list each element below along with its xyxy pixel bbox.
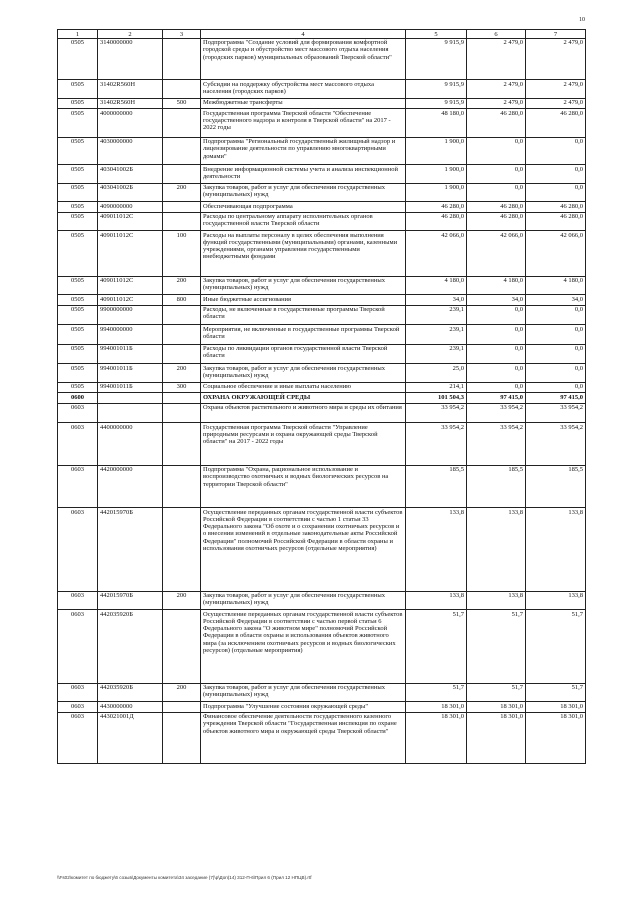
amount-year-3-cell: 2 479,0 bbox=[526, 38, 586, 80]
amount-year-1-cell: 34,0 bbox=[406, 295, 467, 306]
amount-year-1-cell: 51,7 bbox=[406, 610, 467, 684]
amount-year-2-cell: 0,0 bbox=[467, 165, 526, 184]
table-row bbox=[58, 295, 586, 306]
amount-year-2-cell: 2 479,0 bbox=[467, 98, 526, 109]
item-name-cell: Подпрограмма "Создание условий для формирования комфортной городской среды и обустройство мест массового отдыха населения (городских парков) муниципальных образований Тверской области" bbox=[201, 38, 406, 80]
table-row bbox=[58, 165, 586, 184]
table-row bbox=[58, 403, 586, 423]
amount-year-3-cell: 0,0 bbox=[526, 137, 586, 165]
expense-type-code-cell bbox=[163, 325, 201, 345]
section-code-cell: 0505 bbox=[58, 344, 98, 364]
section-code-cell: 0603 bbox=[58, 591, 98, 610]
target-article-code-cell: 4090000000 bbox=[98, 202, 163, 213]
expense-type-code-cell bbox=[163, 423, 201, 466]
target-article-code-cell: 31402R560Н bbox=[98, 98, 163, 109]
amount-year-1-cell: 42 066,0 bbox=[406, 231, 467, 277]
budget-table bbox=[57, 29, 586, 764]
expense-type-code-cell: 300 bbox=[163, 382, 201, 393]
column-header: 3 bbox=[163, 30, 201, 39]
section-code-cell: 0505 bbox=[58, 382, 98, 393]
item-name-cell: Подпрограмма "Охрана, рациональное использование и воспроизводство охотничьих и водных биологических ресурсов на территории Тверской области" bbox=[201, 465, 406, 508]
expense-type-code-cell bbox=[163, 393, 201, 404]
table-row bbox=[58, 212, 586, 231]
table-row bbox=[58, 591, 586, 610]
table-row bbox=[58, 364, 586, 383]
amount-year-3-cell: 46 280,0 bbox=[526, 202, 586, 213]
section-code-cell: 0603 bbox=[58, 465, 98, 508]
table-row bbox=[58, 202, 586, 213]
target-article-code-cell: 4420000000 bbox=[98, 465, 163, 508]
table-row bbox=[58, 508, 586, 592]
table-row bbox=[58, 702, 586, 713]
amount-year-1-cell: 1 900,0 bbox=[406, 165, 467, 184]
amount-year-2-cell: 0,0 bbox=[467, 325, 526, 345]
amount-year-2-cell: 2 479,0 bbox=[467, 80, 526, 99]
section-code-cell: 0505 bbox=[58, 212, 98, 231]
amount-year-3-cell: 185,5 bbox=[526, 465, 586, 508]
amount-year-1-cell: 9 915,9 bbox=[406, 98, 467, 109]
amount-year-3-cell: 0,0 bbox=[526, 165, 586, 184]
amount-year-1-cell: 1 900,0 bbox=[406, 183, 467, 202]
amount-year-3-cell: 46 280,0 bbox=[526, 109, 586, 138]
section-code-cell: 0505 bbox=[58, 165, 98, 184]
amount-year-3-cell: 2 479,0 bbox=[526, 80, 586, 99]
column-header-row bbox=[58, 30, 586, 39]
table-row bbox=[58, 98, 586, 109]
table-row bbox=[58, 109, 586, 138]
target-article-code-cell bbox=[98, 403, 163, 423]
expense-type-code-cell bbox=[163, 610, 201, 684]
amount-year-3-cell: 0,0 bbox=[526, 183, 586, 202]
table-row bbox=[58, 423, 586, 466]
amount-year-2-cell: 46 280,0 bbox=[467, 212, 526, 231]
section-code-cell: 0505 bbox=[58, 137, 98, 165]
expense-type-code-cell bbox=[163, 403, 201, 423]
amount-year-1-cell: 185,5 bbox=[406, 465, 467, 508]
section-code-cell: 0603 bbox=[58, 712, 98, 764]
amount-year-1-cell: 46 280,0 bbox=[406, 202, 467, 213]
table-row bbox=[58, 305, 586, 325]
target-article-code-cell: 403041002Б bbox=[98, 183, 163, 202]
page-number: 10 bbox=[579, 17, 585, 23]
section-code-cell: 0505 bbox=[58, 183, 98, 202]
item-name-cell: Расходы на выплаты персоналу в целях обеспечения выполнения функций государственными (муниципальными) органами, казенными учреждениями, органами управления государственными внебюджетными фондами bbox=[201, 231, 406, 277]
amount-year-1-cell: 9 915,9 bbox=[406, 80, 467, 99]
amount-year-2-cell: 133,8 bbox=[467, 591, 526, 610]
table-row bbox=[58, 38, 586, 80]
expense-type-code-cell: 200 bbox=[163, 364, 201, 383]
target-article-code-cell: 442035920Б bbox=[98, 683, 163, 702]
table-row bbox=[58, 137, 586, 165]
amount-year-3-cell: 33 954,2 bbox=[526, 423, 586, 466]
expense-type-code-cell bbox=[163, 712, 201, 764]
amount-year-2-cell: 34,0 bbox=[467, 295, 526, 306]
amount-year-2-cell: 0,0 bbox=[467, 137, 526, 165]
target-article-code-cell: 403041002Б bbox=[98, 165, 163, 184]
amount-year-3-cell: 133,8 bbox=[526, 508, 586, 592]
item-name-cell: ОХРАНА ОКРУЖАЮЩЕЙ СРЕДЫ bbox=[201, 393, 406, 404]
section-code-cell: 0505 bbox=[58, 98, 98, 109]
expense-type-code-cell: 100 bbox=[163, 231, 201, 277]
amount-year-1-cell: 25,0 bbox=[406, 364, 467, 383]
amount-year-2-cell: 0,0 bbox=[467, 183, 526, 202]
item-name-cell: Внедрение информационной системы учета и анализа инспекционной деятельности bbox=[201, 165, 406, 184]
target-article-code-cell: 409011012С bbox=[98, 276, 163, 295]
target-article-code-cell: 9900000000 bbox=[98, 305, 163, 325]
expense-type-code-cell bbox=[163, 38, 201, 80]
amount-year-2-cell: 46 280,0 bbox=[467, 109, 526, 138]
expense-type-code-cell bbox=[163, 212, 201, 231]
table-row bbox=[58, 382, 586, 393]
amount-year-3-cell: 0,0 bbox=[526, 305, 586, 325]
expense-type-code-cell bbox=[163, 202, 201, 213]
expense-type-code-cell bbox=[163, 465, 201, 508]
section-code-cell: 0505 bbox=[58, 231, 98, 277]
section-code-cell: 0603 bbox=[58, 423, 98, 466]
amount-year-1-cell: 239,1 bbox=[406, 325, 467, 345]
item-name-cell: Закупка товаров, работ и услуг для обеспечения государственных (муниципальных) нужд bbox=[201, 591, 406, 610]
target-article-code-cell: 443021001Д bbox=[98, 712, 163, 764]
item-name-cell: Социальное обеспечение и иные выплаты населению bbox=[201, 382, 406, 393]
target-article-code-cell: 442015970Б bbox=[98, 508, 163, 592]
target-article-code-cell: 442015970Б bbox=[98, 591, 163, 610]
amount-year-1-cell: 101 504,3 bbox=[406, 393, 467, 404]
amount-year-2-cell: 0,0 bbox=[467, 344, 526, 364]
amount-year-1-cell: 1 900,0 bbox=[406, 137, 467, 165]
target-article-code-cell: 994001011Б bbox=[98, 364, 163, 383]
amount-year-2-cell: 0,0 bbox=[467, 382, 526, 393]
target-article-code-cell: 9940000000 bbox=[98, 325, 163, 345]
item-name-cell: Осуществление переданных органам государственной власти субъектов Российской Федерации в соответствии с частью 1 статьи 33 Федерального закона "Об охоте и о сохранении охотничьих ресурсов и о внесении изменений в отдельные законодательные акты Российской Федерации" полномочий Российской Федерации в области охраны и использования охотничьих ресурсов (отдельные мероприятия) bbox=[201, 508, 406, 592]
item-name-cell: Расходы, не включенные в государственные программы Тверской области bbox=[201, 305, 406, 325]
column-header: 6 bbox=[467, 30, 526, 39]
item-name-cell: Закупка товаров, работ и услуг для обеспечения государственных (муниципальных) нужд bbox=[201, 683, 406, 702]
column-header: 4 bbox=[201, 30, 406, 39]
column-header: 5 bbox=[406, 30, 467, 39]
expense-type-code-cell: 200 bbox=[163, 683, 201, 702]
item-name-cell: Закупка товаров, работ и услуг для обеспечения государственных (муниципальных) нужд bbox=[201, 183, 406, 202]
section-code-cell: 0505 bbox=[58, 305, 98, 325]
amount-year-1-cell: 33 954,2 bbox=[406, 403, 467, 423]
target-article-code-cell: 409011012С bbox=[98, 212, 163, 231]
item-name-cell: Государственная программа Тверской области "Обеспечение государственного надзора и контроля в Тверской области" на 2017 - 2022 годы bbox=[201, 109, 406, 138]
target-article-code-cell: 409011012С bbox=[98, 231, 163, 277]
expense-type-code-cell bbox=[163, 109, 201, 138]
target-article-code-cell: 4400000000 bbox=[98, 423, 163, 466]
amount-year-3-cell: 0,0 bbox=[526, 344, 586, 364]
amount-year-1-cell: 9 915,9 bbox=[406, 38, 467, 80]
section-code-cell: 0603 bbox=[58, 403, 98, 423]
section-code-cell: 0505 bbox=[58, 295, 98, 306]
target-article-code-cell bbox=[98, 393, 163, 404]
amount-year-2-cell: 33 954,2 bbox=[467, 403, 526, 423]
item-name-cell: Иные бюджетные ассигнования bbox=[201, 295, 406, 306]
column-header: 7 bbox=[526, 30, 586, 39]
section-code-cell: 0603 bbox=[58, 508, 98, 592]
budget-table-body bbox=[58, 30, 586, 764]
amount-year-2-cell: 51,7 bbox=[467, 683, 526, 702]
amount-year-1-cell: 18 301,0 bbox=[406, 712, 467, 764]
section-code-cell: 0505 bbox=[58, 202, 98, 213]
amount-year-2-cell: 0,0 bbox=[467, 364, 526, 383]
amount-year-1-cell: 4 180,0 bbox=[406, 276, 467, 295]
amount-year-1-cell: 51,7 bbox=[406, 683, 467, 702]
table-row bbox=[58, 276, 586, 295]
amount-year-2-cell: 185,5 bbox=[467, 465, 526, 508]
amount-year-3-cell: 18 301,0 bbox=[526, 702, 586, 713]
table-row bbox=[58, 325, 586, 345]
item-name-cell: Финансовое обеспечение деятельности государственного казенного учреждения Тверской области "Государственная инспекция по охране объектов животного мира и окружающей среды Тверской области" bbox=[201, 712, 406, 764]
target-article-code-cell: 994001011Б bbox=[98, 344, 163, 364]
item-name-cell: Охрана объектов растительного и животного мира и среды их обитания bbox=[201, 403, 406, 423]
amount-year-2-cell: 18 301,0 bbox=[467, 712, 526, 764]
amount-year-2-cell: 18 301,0 bbox=[467, 702, 526, 713]
column-header: 1 bbox=[58, 30, 98, 39]
amount-year-1-cell: 133,8 bbox=[406, 508, 467, 592]
table-row bbox=[58, 393, 586, 404]
amount-year-3-cell: 0,0 bbox=[526, 325, 586, 345]
item-name-cell: Подпрограмма "Региональный государственный жилищный надзор и лицензирование деятельности по управлению многоквартирными домами" bbox=[201, 137, 406, 165]
amount-year-3-cell: 33 954,2 bbox=[526, 403, 586, 423]
expense-type-code-cell bbox=[163, 305, 201, 325]
section-code-cell: 0505 bbox=[58, 38, 98, 80]
amount-year-2-cell: 133,8 bbox=[467, 508, 526, 592]
section-code-cell: 0603 bbox=[58, 610, 98, 684]
table-row bbox=[58, 465, 586, 508]
amount-year-3-cell: 51,7 bbox=[526, 683, 586, 702]
section-code-cell: 0603 bbox=[58, 683, 98, 702]
item-name-cell: Субсидии на поддержку обустройства мест массового отдыха населения (городских парков) bbox=[201, 80, 406, 99]
section-code-cell: 0600 bbox=[58, 393, 98, 404]
amount-year-1-cell: 48 180,0 bbox=[406, 109, 467, 138]
expense-type-code-cell: 200 bbox=[163, 183, 201, 202]
amount-year-2-cell: 97 415,0 bbox=[467, 393, 526, 404]
expense-type-code-cell bbox=[163, 508, 201, 592]
amount-year-3-cell: 42 066,0 bbox=[526, 231, 586, 277]
amount-year-3-cell: 133,8 bbox=[526, 591, 586, 610]
amount-year-1-cell: 46 280,0 bbox=[406, 212, 467, 231]
target-article-code-cell: 31402R560Н bbox=[98, 80, 163, 99]
amount-year-1-cell: 133,8 bbox=[406, 591, 467, 610]
target-article-code-cell: 4030000000 bbox=[98, 137, 163, 165]
expense-type-code-cell: 200 bbox=[163, 276, 201, 295]
expense-type-code-cell bbox=[163, 137, 201, 165]
section-code-cell: 0505 bbox=[58, 325, 98, 345]
expense-type-code-cell: 200 bbox=[163, 591, 201, 610]
amount-year-2-cell: 46 280,0 bbox=[467, 202, 526, 213]
item-name-cell: Закупка товаров, работ и услуг для обеспечения государственных (муниципальных) нужд bbox=[201, 364, 406, 383]
table-row bbox=[58, 712, 586, 764]
item-name-cell: Обеспечивающая подпрограмма bbox=[201, 202, 406, 213]
section-code-cell: 0505 bbox=[58, 364, 98, 383]
item-name-cell: Мероприятия, не включенные в государственные программы Тверской области bbox=[201, 325, 406, 345]
expense-type-code-cell bbox=[163, 80, 201, 99]
file-path-footer: \\Fs02\комитет по бюджету\6 созыв\Документы комитета\34 заседание (7)\p\Доп(14) 312-П-6\Прил 6 (Прил 12 НПЦВ).rtf bbox=[57, 875, 312, 880]
amount-year-2-cell: 42 066,0 bbox=[467, 231, 526, 277]
expense-type-code-cell: 500 bbox=[163, 98, 201, 109]
target-article-code-cell: 4430000000 bbox=[98, 702, 163, 713]
target-article-code-cell: 442035920Б bbox=[98, 610, 163, 684]
amount-year-3-cell: 0,0 bbox=[526, 382, 586, 393]
table-row bbox=[58, 610, 586, 684]
amount-year-3-cell: 97 415,0 bbox=[526, 393, 586, 404]
section-code-cell: 0505 bbox=[58, 80, 98, 99]
table-row bbox=[58, 80, 586, 99]
amount-year-1-cell: 239,1 bbox=[406, 305, 467, 325]
amount-year-2-cell: 2 479,0 bbox=[467, 38, 526, 80]
target-article-code-cell: 409011012С bbox=[98, 295, 163, 306]
amount-year-2-cell: 33 954,2 bbox=[467, 423, 526, 466]
item-name-cell: Расходы по центральному аппарату исполнительных органов государственной власти Тверской области bbox=[201, 212, 406, 231]
target-article-code-cell: 994001011Б bbox=[98, 382, 163, 393]
item-name-cell: Подпрограмма "Улучшение состояния окружающей среды" bbox=[201, 702, 406, 713]
amount-year-3-cell: 4 180,0 bbox=[526, 276, 586, 295]
amount-year-3-cell: 46 280,0 bbox=[526, 212, 586, 231]
expense-type-code-cell: 800 bbox=[163, 295, 201, 306]
item-name-cell: Осуществление переданных органам государственной власти субъектов Российской Федерации в соответствии с частью первой статьи 6 Федерального закона "О животном мире" полномочий Российской Федерации в области охраны и использования объектов животного мира (за исключением охотничьих ресурсов и водных биологических ресурсов) (отдельные мероприятия) bbox=[201, 610, 406, 684]
item-name-cell: Закупка товаров, работ и услуг для обеспечения государственных (муниципальных) нужд bbox=[201, 276, 406, 295]
table-row bbox=[58, 183, 586, 202]
expense-type-code-cell bbox=[163, 702, 201, 713]
expense-type-code-cell bbox=[163, 344, 201, 364]
table-row bbox=[58, 231, 586, 277]
amount-year-3-cell: 18 301,0 bbox=[526, 712, 586, 764]
amount-year-3-cell: 51,7 bbox=[526, 610, 586, 684]
amount-year-1-cell: 33 954,2 bbox=[406, 423, 467, 466]
amount-year-3-cell: 2 479,0 bbox=[526, 98, 586, 109]
amount-year-2-cell: 4 180,0 bbox=[467, 276, 526, 295]
amount-year-1-cell: 214,1 bbox=[406, 382, 467, 393]
item-name-cell: Межбюджетные трансферты bbox=[201, 98, 406, 109]
amount-year-2-cell: 51,7 bbox=[467, 610, 526, 684]
amount-year-1-cell: 18 301,0 bbox=[406, 702, 467, 713]
target-article-code-cell: 4000000000 bbox=[98, 109, 163, 138]
section-code-cell: 0505 bbox=[58, 109, 98, 138]
table-row bbox=[58, 344, 586, 364]
amount-year-1-cell: 239,1 bbox=[406, 344, 467, 364]
item-name-cell: Расходы по ликвидации органов государственной власти Тверской области bbox=[201, 344, 406, 364]
amount-year-2-cell: 0,0 bbox=[467, 305, 526, 325]
target-article-code-cell: 3140000000 bbox=[98, 38, 163, 80]
section-code-cell: 0603 bbox=[58, 702, 98, 713]
column-header: 2 bbox=[98, 30, 163, 39]
expense-type-code-cell bbox=[163, 165, 201, 184]
section-code-cell: 0505 bbox=[58, 276, 98, 295]
item-name-cell: Государственная программа Тверской области "Управление природными ресурсами и охрана окружающей среды Тверской области" на 2017 - 2022 годы bbox=[201, 423, 406, 466]
table-row bbox=[58, 683, 586, 702]
amount-year-3-cell: 0,0 bbox=[526, 364, 586, 383]
amount-year-3-cell: 34,0 bbox=[526, 295, 586, 306]
